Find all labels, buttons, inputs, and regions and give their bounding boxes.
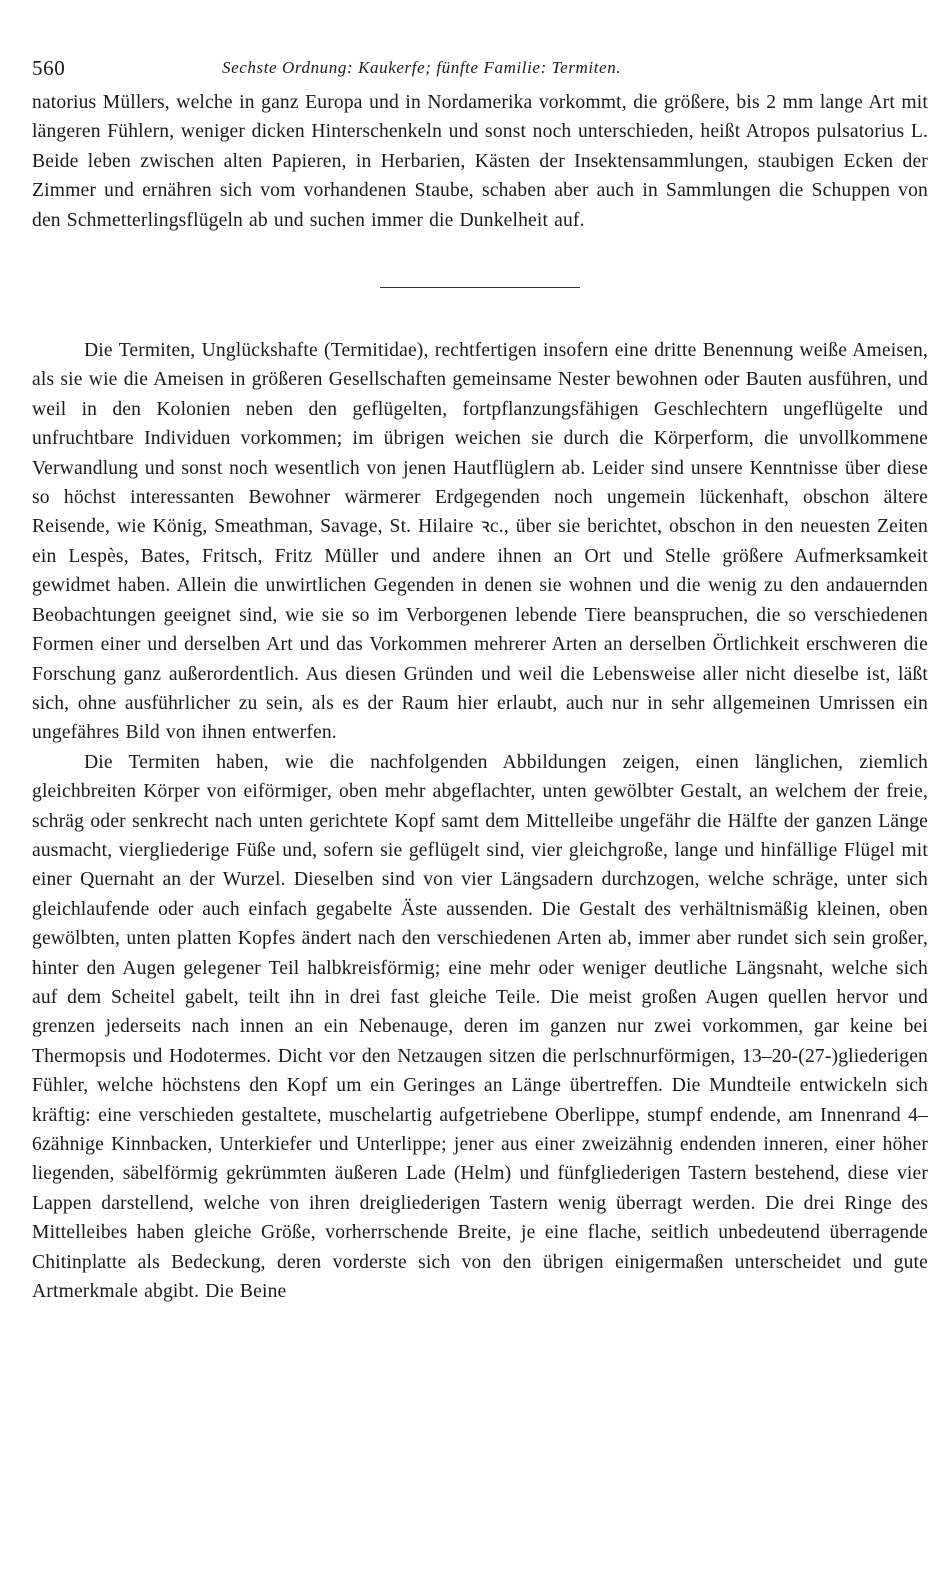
running-head — [32, 52, 928, 86]
page-number: 560 — [32, 56, 66, 80]
paragraph-termites-anatomy: Die Termiten haben, wie die nachfolgenden Abbildungen zeigen, einen länglichen, ziemlich gleichbreiten Körper von eiförmiger, oben mehr abgeflachter, unten gewölbter Gestalt, an welchem der freie, schräg oder senkrecht nach unten gerichtete Kopf samt dem Mittelleibe ungefähr die Hälfte der ganzen Länge ausmacht, viergliederige Füße und, sofern sie geflügelt sind, vier gleichgroße, lange und hinfällige Flügel mit einer Quernaht an der Wurzel. Dieselben sind von vier Längsadern durchzogen, welche schräge, unter sich gleichlaufende oder auch einfach gegabelte Äste aussenden. Die Gestalt des verhältnismäßig kleinen, oben gewölbten, unten platten Kopfes ändert nach den verschiedenen Arten ab, immer aber rundet sich sein großer, hinter den Augen gelegener Teil halbkreisförmig; eine mehr oder weniger deutliche Längsnaht, welche sich auf dem Scheitel gabelt, teilt ihn in drei fast gleiche Teile. Die meist großen Augen quellen hervor und grenzen jederseits nach innen an ein Nebenauge, deren im ganzen nur zwei vorkommen, gar keine bei Thermopsis und Hodotermes. Dicht vor den Netzaugen sitzen die perlschnurförmigen, 13–20-(27-)gliederigen Fühler, welche höchstens den Kopf um ein Geringes an Länge übertreffen. Die Mundteile entwickeln sich kräftig: eine verschieden gestaltete, muschelartig aufgetriebene Oberlippe, stumpf endende, am Innenrand 4–6zähnige Kinnbacken, Unterkiefer und Unterlippe; jener aus einer zweizähnig endenden inneren, einer höher liegenden, säbelförmig gekrümmten äußeren Lade (Helm) und fünfgliederigen Tastern bestehend, diese vier Lappen darstellend, welche von ihren dreigliederigen Tastern wenig überragt werden. Die drei Ringe des Mittelleibes haben gleiche Größe, vorherrschende Breite, je eine flache, seitlich unbedeutend überragende Chitinplatte als Bedeckung, deren vorderste sich von den übrigen einigermaßen unterscheidet und gute Artmerkmale abgibt. Die Beine — [32, 751, 928, 1303]
document-page — [32, 52, 928, 1306]
paragraph-termites-intro: Die Termiten, Unglückshafte (Termitidae), rechtfertigen insofern eine dritte Benennung weiße Ameisen, als sie wie die Ameisen in größeren Gesellschaften gemeinsame Nester bewohnen oder Bauten ausführen, und weil in den Kolonien neben den geflügelten, fortpflanzungsfähigen Geschlechtern ungeflügelte und unfruchtbare Individuen vorkommen; im übrigen weichen sie durch die Körperform, die unvollkommene Verwandlung und sonst noch wesentlich von jenen Hautflüglern ab. Leider sind unsere Kenntnisse über diese so höchst interessanten Bewohner wärmerer Erdgegenden noch ungemein lückenhaft, obschon ältere Reisende, wie König, Smeathman, Savage, St. Hilaire ꝛc., über sie berichtet, obschon in den neuesten Zeiten ein Lespès, Bates, Fritsch, Fritz Müller und andere ihnen an Ort und Stelle größere Aufmerksamkeit gewidmet haben. Allein die unwirtlichen Gegenden in denen sie wohnen und die wenig zu den andauernden Beobachtungen geeignet sind, wie sie so im Verborgenen lebende Tiere beanspruchen, die so verschiedenen Formen einer und derselben Art und das Vorkommen mehrerer Arten an derselben Örtlichkeit erschweren die Forschung ganz außerordentlich. Aus diesen Gründen und weil die Lebensweise aller nicht dieselbe ist, läßt sich, ohne ausführlicher zu sein, als es der Raum hier erlaubt, auch nur in sehr allgemeinen Umrissen ein ungefähres Bild von ihnen entwerfen. — [32, 340, 928, 744]
section-divider — [380, 287, 580, 288]
running-title: Sechste Ordnung: Kaukerfe; fünfte Familie: Termiten. — [222, 58, 622, 77]
paragraph-continuation: natorius Müllers, welche in ganz Europa und in Nordamerika vorkommt, die größere, bis 2 mm lange Art mit längeren Fühlern, weniger dicken Hinterschenkeln und sonst noch unterschieden, heißt Atropos pulsatorius L. Beide leben zwischen alten Papieren, in Herbarien, Kästen der Insektensammlungen, staubigen Ecken der Zimmer und ernähren sich vom vorhandenen Staube, schaben aber auch in Sammlungen die Schuppen von den Schmetterlingsflügeln ab und suchen immer die Dunkelheit auf. — [32, 92, 928, 231]
